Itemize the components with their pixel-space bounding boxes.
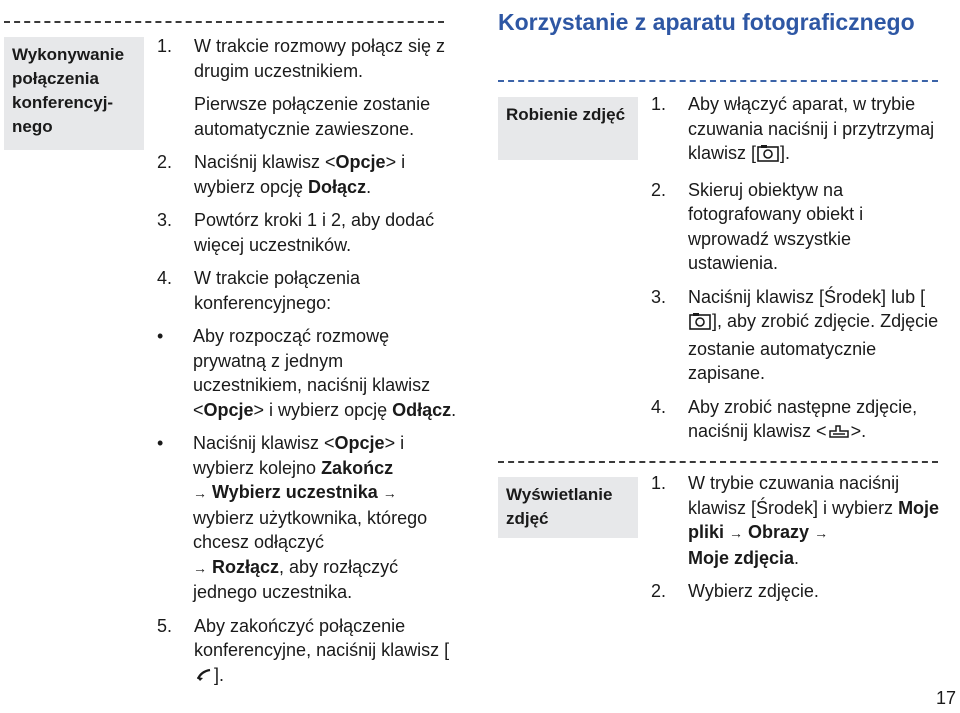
step-number: 2. — [157, 152, 173, 172]
step-text: Naciśnij klawisz <Opcje> i wybierz opcję Dołącz. — [194, 152, 406, 197]
list-item — [157, 266, 457, 315]
step-number: 5. — [157, 615, 173, 636]
side-label-viewing-photos: Wyświetlanie zdjęć — [498, 477, 638, 538]
arrow-icon: → — [729, 525, 744, 541]
step-number: 3. — [651, 286, 667, 307]
page-title: Korzystanie z aparatu fotograficznego — [498, 9, 915, 35]
step-text: Aby zrobić następne zdjęcie, naciśnij klawisz < >. — [688, 395, 941, 447]
list-item — [157, 34, 457, 141]
step-text: Wybierz zdjęcie. — [688, 581, 819, 601]
arrow-icon: → — [382, 485, 397, 501]
call-end-icon — [195, 666, 213, 691]
list-item — [157, 150, 457, 199]
arrow-icon: → — [193, 559, 207, 576]
camera-icon — [689, 312, 711, 337]
arrow-icon: → — [814, 525, 829, 541]
step-text: Powtórz kroki 1 i 2, aby dodać więcej uczestników. — [194, 210, 435, 255]
step-text: Naciśnij klawisz [Środek] lub [], aby zrobić zdjęcie. Zdjęcie zostanie automatycznie zapisane. — [688, 286, 939, 383]
step-text: W trakcie rozmowy połącz się z drugim uczestnikiem. — [194, 36, 446, 81]
step-text: Skieruj obiektyw na fotografowany obiekt i wprowadź wszystkie ustawienia. — [688, 179, 864, 273]
list-item — [651, 92, 941, 169]
taking-photos-steps — [651, 92, 941, 447]
bullet-item: • Aby rozpocząć rozmowę prywatną z jednym uczestnikiem, naciśnij klawisz <Opcje> i wybierz opcję Odłącz. — [157, 324, 457, 422]
step-number: 2. — [651, 581, 667, 601]
list-item — [651, 579, 941, 604]
list-item — [157, 614, 457, 691]
section-divider — [498, 461, 938, 463]
step-text: W trakcie połączenia konferencyjnego: — [194, 268, 361, 313]
list-item — [157, 208, 457, 257]
bullet-item: • Naciśnij klawisz <Opcje> i wybierz kolejno Zakończ → Wybierz uczestnika → wybierz użytkownika, którego chcesz odłączyć → Rozłącz, aby rozłączyć jednego uczestnika. — [157, 431, 457, 605]
conference-steps — [157, 34, 457, 690]
step-text: Aby zakończyć połączenie konferencyjne, naciśnij klawisz []. — [194, 614, 457, 691]
list-item — [651, 395, 941, 447]
camera-icon — [757, 144, 779, 169]
step-number: 4. — [157, 268, 173, 288]
step-number: 4. — [651, 396, 667, 417]
step-number: 2. — [651, 179, 667, 200]
bullet-text: Aby rozpocząć rozmowę prywatną z jednym uczestnikiem, naciśnij klawisz <Opcje> i wybierz opcję Odłącz. — [193, 326, 457, 420]
top-divider-left — [4, 21, 444, 23]
viewing-photos-steps — [651, 471, 941, 604]
step-number: 1. — [651, 94, 667, 114]
side-label-taking-photos: Robienie zdjęć — [498, 97, 638, 160]
list-item — [651, 285, 941, 386]
arrow-icon: → — [193, 485, 207, 501]
bullet-text: Naciśnij klawisz <Opcje> i wybierz kolejno Zakończ → Wybierz uczestnika → wybierz użytkownika, którego chcesz odłączyć → Rozłącz, aby rozłączyć jednego uczestnika. — [193, 433, 428, 602]
page-number: 17 — [935, 688, 956, 708]
step-text: Aby włączyć aparat, w trybie czuwania naciśnij i przytrzymaj klawisz [ ]. — [688, 92, 941, 169]
softkey-icon — [828, 422, 850, 447]
list-item — [651, 178, 941, 276]
step-number: 1. — [157, 36, 173, 56]
step-number: 3. — [157, 210, 173, 230]
list-item — [651, 471, 941, 570]
heading-divider — [498, 80, 938, 82]
step-note: Pierwsze połączenie zostanie automatycznie zawieszone. — [194, 94, 431, 139]
step-text: W trybie czuwania naciśnij klawisz [Środek] i wybierz Moje pliki → Obrazy → Moje zdjęcia. — [688, 473, 940, 568]
step-number: 1. — [651, 473, 667, 493]
side-label-conference: Wykonywanie połączenia konferencyj-nego — [4, 37, 144, 150]
